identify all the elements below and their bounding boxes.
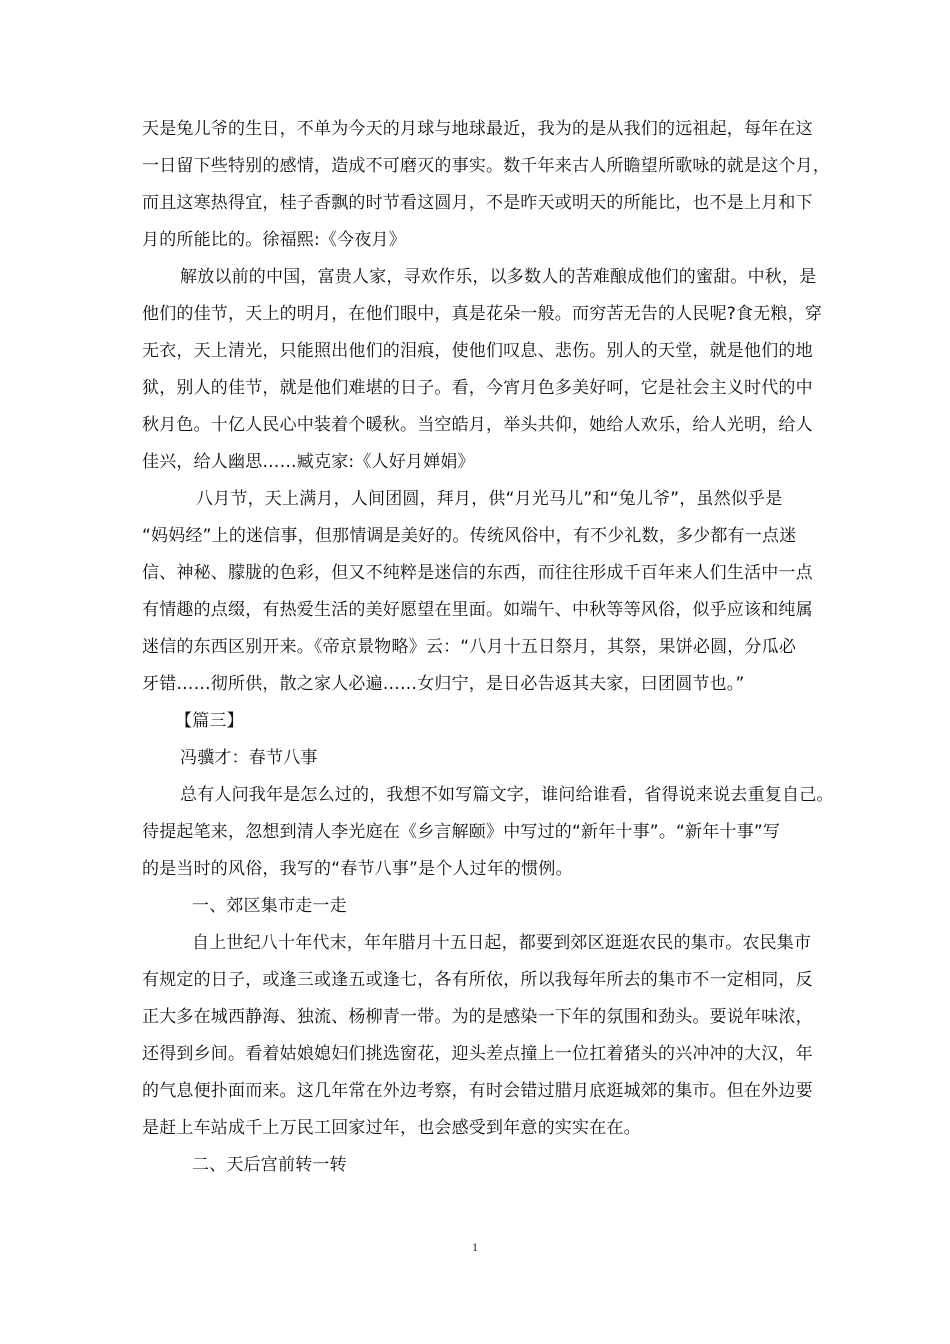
subsection-heading: 二、天后宫前转一转 <box>192 1155 347 1175</box>
text-line: 自上世纪八十年代末，年年腊月十五日起，都要到郊区逛逛农民的集市。农民集市 <box>192 933 812 953</box>
text-line: 天是兔儿爷的生日，不单为今天的月球与地球最近，我为的是从我们的远祖起，每年在这 <box>142 119 813 139</box>
text-line: 秋月色。十亿人民心中装着个暖秋。当空皓月，举头共仰，她给人欢乐，给人光明，给人 <box>142 415 813 435</box>
subsection-heading: 一、郊区集市走一走 <box>192 896 347 916</box>
text-line: 解放以前的中国，富贵人家，寻欢作乐，以多数人的苦难酿成他们的蜜甜。中秋，是 <box>180 267 817 287</box>
section-heading: 【篇三】 <box>175 711 244 731</box>
text-line: 的气息便扑面而来。这几年常在外边考察，有时会错过腊月底逛城郊的集市。但在外边要 <box>142 1081 813 1101</box>
text-line: 一日留下些特别的感情，造成不可磨灭的事实。数千年来古人所瞻望所歌咏的就是这个月， <box>142 156 830 176</box>
text-line: 月的所能比的。徐福熙:《今夜月》 <box>142 230 406 250</box>
text-line: 正大多在城西静海、独流、杨柳青一带。为的是感染一下年的氛围和劲头。要说年味浓， <box>142 1007 813 1027</box>
text-line: 牙错……彻所供，散之家人必遍……女归宁，是日必告返其夫家，曰团圆节也。” <box>142 674 745 694</box>
text-line: 而且这寒热得宜，桂子香飘的时节看这圆月，不是昨天或明天的所能比，也不是上月和下 <box>142 193 813 213</box>
text-line: 迷信的东西区别开来。《帝京景物略》云：“八月十五日祭月，其祭，果饼必圆，分瓜必 <box>142 637 797 657</box>
text-line: 八月节，天上满月，人间团圆，拜月，供“月光马儿”和“兔儿爷”，虽然似乎是 <box>196 489 783 509</box>
text-line: 狱，别人的佳节，就是他们难堪的日子。看，今宵月色多美好呵，它是社会主义时代的中 <box>142 378 813 398</box>
text-line: 是赶上车站成千上万民工回家过年，也会感受到年意的实实在在。 <box>142 1118 641 1138</box>
text-line: 有情趣的点缀，有热爱生活的美好愿望在里面。如端午、中秋等等风俗，似乎应该和纯属 <box>142 600 813 620</box>
text-line: 待提起笔来，忽想到清人李光庭在《乡言解颐》中写过的“新年十事”。“新年十事”写 <box>142 822 781 842</box>
page-number: 1 <box>472 1240 478 1254</box>
text-line: 佳兴，给人幽思……臧克家:《人好月婵娟》 <box>142 452 475 472</box>
text-line: 无衣，天上清光，只能照出他们的泪痕，使他们叹息、悲伤。别人的天堂，就是他们的地 <box>142 341 813 361</box>
article-title: 冯骥才：春节八事 <box>180 748 318 768</box>
text-line: 信、神秘、朦胧的色彩，但又不纯粹是迷信的东西，而往往形成千百年来人们生活中一点 <box>142 563 813 583</box>
text-line: “妈妈经”上的迷信事，但那情调是美好的。传统风俗中，有不少礼数，多少都有一点迷 <box>142 526 797 546</box>
text-line: 总有人问我年是怎么过的，我想不如写篇文字，谁问给谁看，省得说来说去重复自己。 <box>180 785 834 805</box>
text-line: 还得到乡间。看着姑娘媳妇们挑选窗花，迎头差点撞上一位扛着猪头的兴冲冲的大汉，年 <box>142 1044 813 1064</box>
text-line: 他们的佳节，天上的明月，在他们眼中，真是花朵一般。而穷苦无告的人民呢?食无粮，穿 <box>142 304 823 324</box>
text-line: 有规定的日子，或逢三或逢五或逢七，各有所依，所以我每年所去的集市不一定相同，反 <box>142 970 813 990</box>
text-line: 的是当时的风俗，我写的“春节八事”是个人过年的惯例。 <box>142 859 573 879</box>
